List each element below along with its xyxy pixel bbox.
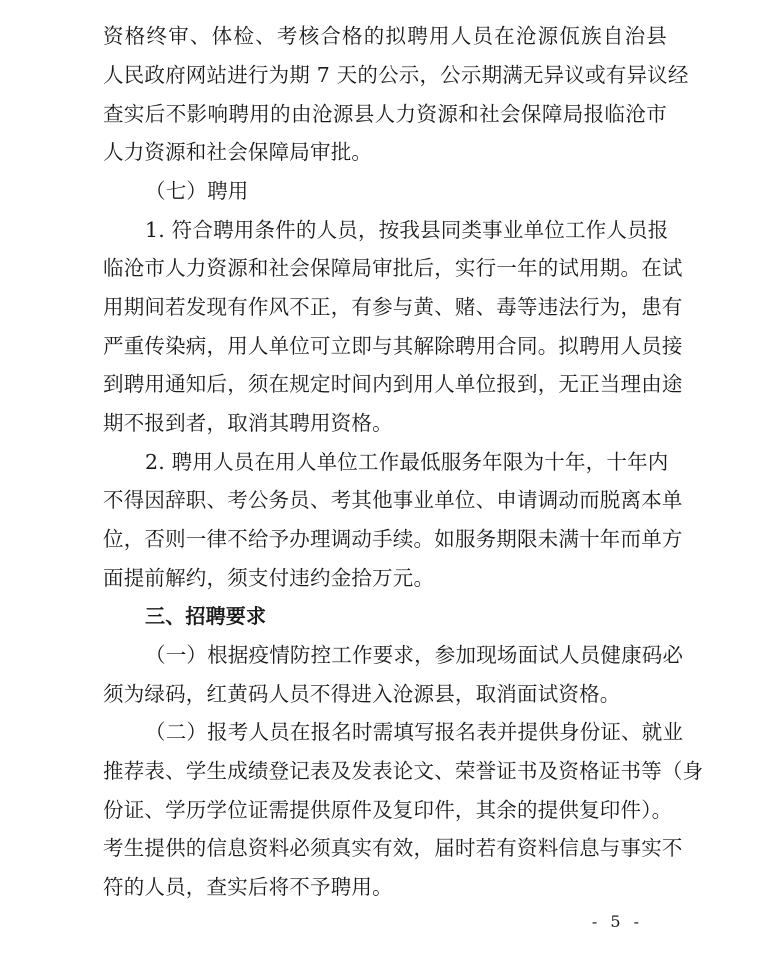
text-line: （二）报考人员在报名时需填写报名表并提供身份证、就业 [145, 720, 684, 744]
text-line: 严重传染病，用人单位可立即与其解除聘用合同。拟聘用人员接 [103, 334, 683, 358]
text-line: 资格终审、体检、考核合格的拟聘用人员在沧源佤族自治县 [103, 24, 667, 48]
text-line: 须为绿码，红黄码人员不得进入沧源县，取消面试资格。 [103, 682, 621, 706]
text-line: 考生提供的信息资料必须真实有效，届时若有资料信息与事实不 [103, 836, 683, 860]
text-line: 期不报到者，取消其聘用资格。 [103, 411, 393, 435]
text-line: （一）根据疫情防控工作要求，参加现场面试人员健康码必 [145, 643, 684, 667]
text-line: 查实后不影响聘用的由沧源县人力资源和社会保障局报临沧市 [103, 102, 667, 126]
text-line: 符的人员，查实后将不予聘用。 [103, 875, 393, 899]
text-line: 推荐表、学生成绩登记表及发表论文、荣誉证书及资格证书等（身 [103, 759, 704, 783]
section-heading-requirements: 三、招聘要求 [145, 604, 267, 628]
text-line: 位，否则一律不给予办理调动手续。如服务期限未满十年而单方 [103, 527, 683, 551]
text-line: 人民政府网站进行为期 7 天的公示，公示期满无异议或有异议经 [103, 63, 689, 87]
section-heading-hiring: （七）聘用 [145, 179, 249, 203]
page-number: - 5 - [591, 912, 643, 931]
text-line: 人力资源和社会保障局审批。 [103, 140, 373, 164]
text-line: 用期间若发现有作风不正，有参与黄、赌、毒等违法行为，患有 [103, 295, 683, 319]
text-line: 到聘用通知后，须在规定时间内到用人单位报到，无正当理由途 [103, 372, 683, 396]
text-line: 面提前解约，须支付违约金拾万元。 [103, 566, 435, 590]
text-line: 不得因辞职、考公务员、考其他事业单位、申请调动而脱离本单 [103, 488, 683, 512]
text-line: 临沧市人力资源和社会保障局审批后，实行一年的试用期。在试 [103, 256, 683, 280]
text-line: 份证、学历学位证需提供原件及复印件，其余的提供复印件）。 [103, 798, 673, 822]
text-line: 2. 聘用人员在用人单位工作最低服务年限为十年，十年内 [145, 450, 669, 474]
text-line: 1. 符合聘用条件的人员，按我县同类事业单位工作人员报 [145, 218, 669, 242]
